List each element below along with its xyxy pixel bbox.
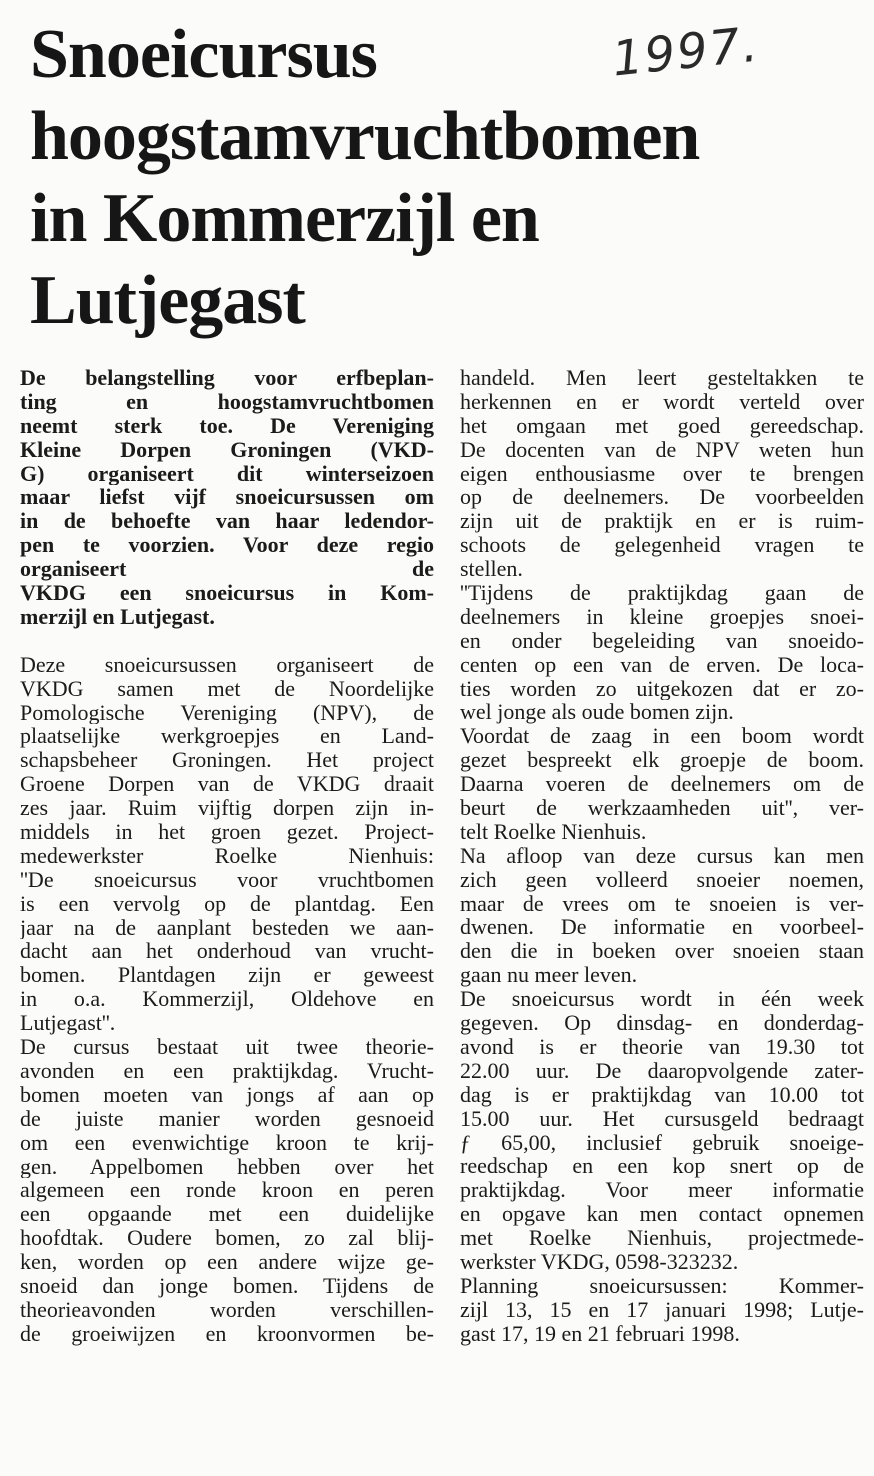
text-line: schoots de gelegenheid vragen te [460,533,864,558]
text-line: snoeid dan jonge bomen. Tijdens de [20,1273,434,1298]
handwritten-year: 1997. [609,16,762,88]
text-line: den die in boeken over snoeien staan [460,939,864,964]
text-line: ''Tijdens de praktijkdag gaan de [460,581,864,605]
text-line: zes jaar. Ruim vijftig dorpen zijn in- [20,796,434,821]
body-text-right [460,366,864,1346]
text-line: beurt de werkzaamheden uit'', ver- [460,796,864,820]
text-line: ties worden zo uitgekozen dat er zo- [460,676,864,701]
text-line: organiseert de [20,557,434,582]
text-line: ƒ 65,00, inclusief gebruik snoeige- [460,1130,864,1155]
left-column [20,366,434,1346]
text-line: dwenen. De informatie en voorbeel- [460,915,864,940]
text-line: telt Roelke Nienhuis. [460,819,647,844]
text-line: plaatselijke werkgroepjes en Land- [20,724,434,749]
text-line: zijl 13, 15 en 17 januari 1998; Lutje- [460,1297,864,1322]
text-line: ting en hoogstamvruchtbomen [20,389,434,414]
headline-line: hoogstamvruchtbomen [30,98,700,175]
text-line: Daarna voeren de deelnemers om de [460,772,864,797]
text-line: dag is er praktijkdag van 10.00 tot [460,1082,864,1107]
text-line: maar liefst vijf snoeicursussen om [20,485,434,510]
text-line: pen te voorzien. Voor deze regio [20,533,434,558]
text-line: de juiste manier worden gesnoeid [20,1106,434,1131]
text-line: de groeiwijzen en kroonvormen be- [20,1321,434,1346]
right-column [460,366,864,1346]
text-line: ken, worden op een andere wijze ge- [20,1250,434,1274]
text-line: algemeen een ronde kroon en peren [20,1178,434,1203]
text-line: gaan nu meer leven. [460,963,638,988]
text-line: reedschap en een kop snert op de [460,1154,864,1179]
text-line: dacht aan het onderhoud van vrucht- [20,939,434,964]
text-line: is een vervolg op de plantdag. Een [20,891,434,916]
text-line: en opgave kan men contact opnemen [460,1202,864,1227]
text-line: Pomologische Vereniging (NPV), de [20,700,434,725]
text-line: een opgaande met een duidelijke [20,1202,434,1227]
text-line: medewerkster Roelke Nienhuis: [20,843,434,868]
text-line: gast 17, 19 en 21 februari 1998. [460,1321,740,1346]
text-line: Deze snoeicursussen organiseert de [20,652,434,677]
text-line: jaar na de aanplant besteden we aan- [20,915,434,940]
text-line: Kleine Dorpen Groningen (VKD- [20,437,434,462]
text-line: gezet bespreekt elk groepje de boom. [460,748,864,773]
text-line: bomen. Plantdagen zijn er geweest [20,963,434,988]
text-line: hoofdtak. Oudere bomen, zo zal blij- [20,1226,434,1251]
text-line: in de behoefte van haar ledendor- [20,509,434,534]
text-line: De snoeicursus wordt in één week [460,987,864,1012]
lead-paragraph [20,366,434,629]
text-line: Voordat de zaag in een boom wordt [460,724,864,749]
text-line: De docenten van de NPV weten hun [460,437,864,462]
text-line: maar de vrees om te snoeien is ver- [460,891,864,916]
text-line: VKDG samen met de Noordelijke [20,676,434,701]
text-line: merzijl en Lutjegast. [20,604,215,629]
text-line: 15.00 uur. Het cursusgeld bedraagt [460,1106,864,1131]
text-line: om een evenwichtige kroon te krij- [20,1130,434,1155]
text-line: handeld. Men leert gesteltakken te [460,366,864,390]
text-line: zich geen volleerd snoeier noemen, [460,867,864,892]
text-line: eigen enthousiasme over te brengen [460,461,864,486]
text-line: ''De snoeicursus voor vruchtbomen [20,867,434,892]
headline-line: Snoeicursus [30,16,377,93]
text-line: avond is er theorie van 19.30 tot [460,1034,864,1059]
text-line: gen. Appelbomen hebben over het [20,1154,434,1179]
text-line: gegeven. Op dinsdag- en donderdag- [460,1011,864,1035]
text-line: Groene Dorpen van de VKDG draait [20,772,434,797]
text-line: schapsbeheer Groningen. Het project [20,748,434,773]
text-line: theorieavonden worden verschillen- [20,1297,434,1322]
text-line: en onder begeleiding van snoeido- [460,628,864,653]
headline-line: in Kommerzijl en [30,180,539,257]
text-line: 22.00 uur. De daaropvolgende zater- [460,1058,864,1083]
text-line: met Roelke Nienhuis, projectmede- [460,1226,864,1250]
text-line: stellen. [460,557,523,582]
text-line: herkennen en er wordt verteld over [460,389,864,414]
text-line: De belangstelling voor erfbeplan- [20,366,434,390]
body-text-left [20,653,434,1346]
text-line: centen op een van de erven. De loca- [460,652,864,677]
text-line: VKDG een snoeicursus in Kom- [20,581,434,605]
text-line: G) organiseert dit winterseizoen [20,461,434,486]
text-line: Planning snoeicursussen: Kommer- [460,1273,864,1298]
text-line: wel jonge als oude bomen zijn. [460,700,734,725]
text-line: bomen moeten van jongs af aan op [20,1082,434,1107]
text-line: Lutjegast''. [20,1011,116,1036]
text-line: Na afloop van deze cursus kan men [460,843,864,868]
text-line: zijn uit de praktijk en er is ruim- [460,509,864,534]
text-line: in o.a. Kommerzijl, Oldehove en [20,987,434,1012]
text-line: deelnemers in kleine groepjes snoei- [460,604,864,629]
text-line: middels in het groen gezet. Project- [20,820,434,844]
text-line: op de deelnemers. De voorbeelden [460,485,864,510]
headline-line: Lutjegast [30,262,305,339]
text-line: De cursus bestaat uit twee theorie- [20,1035,434,1059]
text-line: avonden en een praktijkdag. Vrucht- [20,1058,434,1083]
text-line: het omgaan met goed gereedschap. [460,413,864,438]
text-line: werkster VKDG, 0598-323232. [460,1249,739,1274]
text-line: praktijkdag. Voor meer informatie [460,1178,864,1203]
text-line: neemt sterk toe. De Vereniging [20,413,434,438]
